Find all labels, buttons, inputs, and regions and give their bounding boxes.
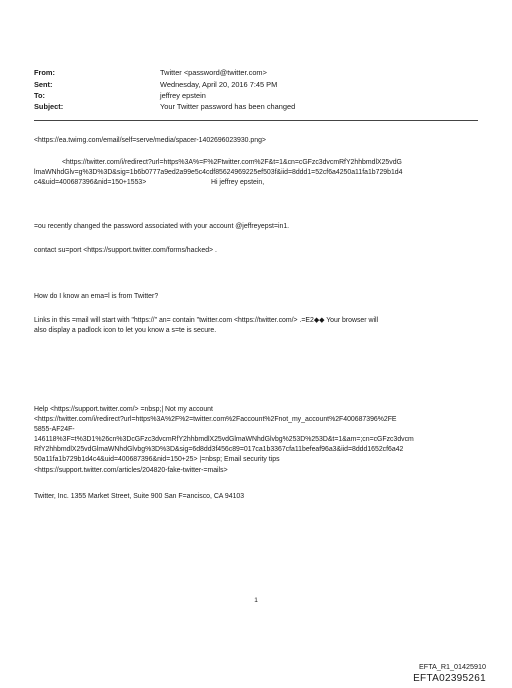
company-address: Twitter, Inc. 1355 Market Street, Suite 900 San F=ancisco, CA 94103 <box>34 493 245 500</box>
redirect-line-3: c4&uid=400687396&nid=150+1553> <box>34 179 147 186</box>
changed-line: =ou recently changed the password associated with your account @jeffreyepst=in1. <box>34 223 290 230</box>
header-divider <box>34 120 478 121</box>
greeting: Hi jeffrey epstein, <box>211 179 265 186</box>
subject-label: Subject: <box>34 102 64 111</box>
bates-stamp-small: EFTA_R1_01425910 <box>419 662 486 671</box>
help-line-5: RfY2hhbmdlX25vdGlmaWNhdGlvbg%3D%3D&sig=6d8dd3f456c89=017ca1b3367cfa11befeaf96a3&iid=8ddd1652cf6a42 <box>34 446 404 453</box>
links-line-1: Links in this =mail will start with "https://" an= contain "twitter.com <https://twitter.com/> .=E2◆◆ Your browser will <box>34 317 379 324</box>
redirect-line-2: lmaWNhdGlv=g%3D%3D&sig=1b6b0777a9ed2a99e5c4cdf85624969225ef503f&iid=8ddd1=52cf6a4250a11fa1b729b1d4 <box>34 169 403 176</box>
spacer-link: <https://ea.twimg.com/email/self=serve/media/spacer-1402696023930.png> <box>34 137 266 144</box>
help-line-2: <https://twitter.com/i/redirect?url=https%3A%2F%2=twitter.com%2Faccount%2Fnot_my_account%2F400687396%2FE <box>34 416 397 423</box>
to-value: jeffrey epstein <box>160 91 206 100</box>
question-heading: How do I know an ema=l is from Twitter? <box>34 293 159 300</box>
to-label: To: <box>34 91 45 100</box>
page-number: 1 <box>254 597 258 604</box>
help-line-4: 146118%3F=t%3D1%26cn%3DcGFzc3dvcmRfY2hhbmdlX25vdGlmaWNhdGlvbg%253D%253D&t=1&am=;cn=cGFzc3dvcm <box>34 436 414 443</box>
help-line-1: Help <https://support.twitter.com/> =nbsp;| Not my account <box>34 406 213 413</box>
support-line: contact su=port <https://support.twitter.com/forms/hacked> . <box>34 247 217 254</box>
bates-stamp-large: EFTA02395261 <box>413 673 486 684</box>
help-line-7: <https://support.twitter.com/articles/204820-fake-twitter-=mails> <box>34 467 228 474</box>
sent-label: Sent: <box>34 80 53 89</box>
help-line-3: 5855-AF24F- <box>34 426 75 433</box>
from-label: From: <box>34 68 55 77</box>
subject-value: Your Twitter password has been changed <box>160 102 296 111</box>
help-line-6: 50a11fa1b729b1d4c4&uid=400687396&nid=150+25> |=nbsp; Email security tips <box>34 456 280 463</box>
from-value: Twitter <password@twitter.com> <box>160 68 267 77</box>
links-line-2: also display a padlock icon to let you know a s=te is secure. <box>34 327 217 334</box>
redirect-line-1: <https://twitter.com/i/redirect?url=https%3A%=F%2Ftwitter.com%2F&t=1&cn=cGFzc3dvcmRfY2hhbmdlX25vdG <box>62 159 402 166</box>
sent-value: Wednesday, April 20, 2016 7:45 PM <box>160 80 278 89</box>
